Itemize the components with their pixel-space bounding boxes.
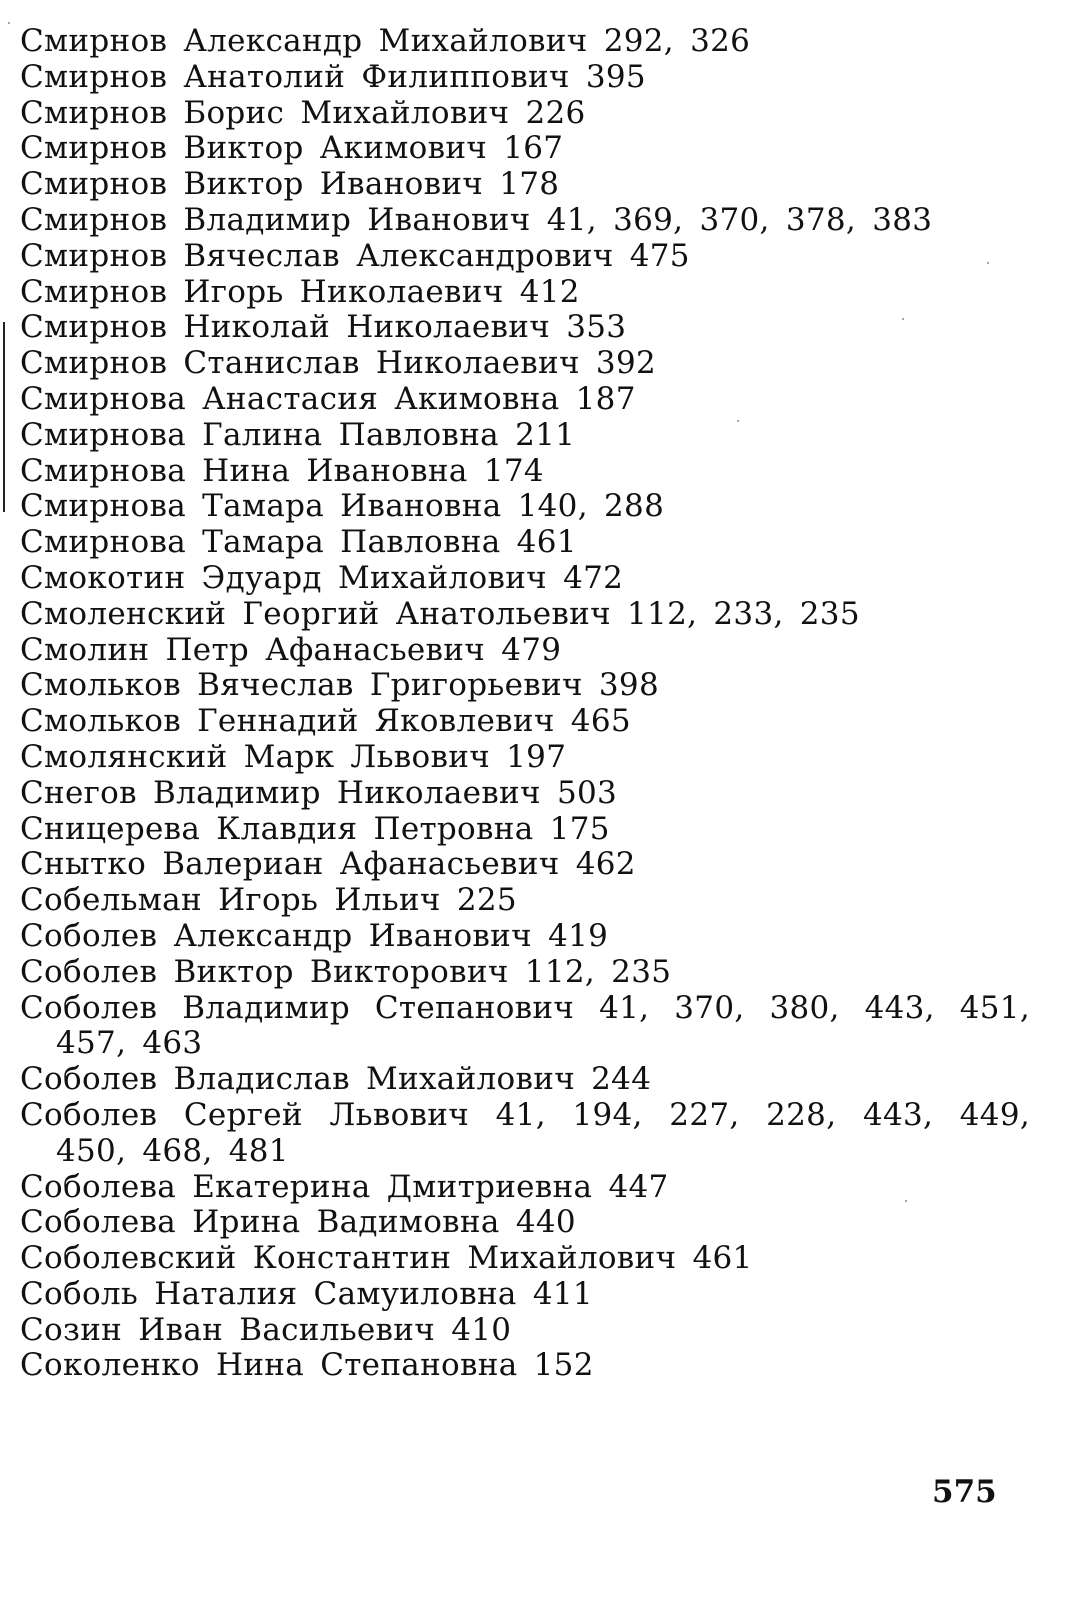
index-entry — [20, 167, 1030, 203]
entry-page-refs: 187 — [575, 380, 636, 417]
entry-name: Соболева Ирина Вадимовна — [20, 1204, 500, 1241]
entry-page-refs: 462 — [575, 846, 636, 883]
margin-scan-line — [3, 322, 5, 512]
entry-name: Смолин Петр Афанасьевич — [20, 631, 486, 668]
index-entry — [20, 812, 1030, 848]
entry-name: Собельман Игорь Ильич — [20, 882, 441, 919]
index-entry — [20, 525, 1030, 561]
entry-name: Соболев Александр Иванович — [20, 917, 532, 954]
entry-name: Смирнова Тамара Ивановна — [20, 488, 502, 525]
entry-page-refs: 503 — [556, 774, 618, 811]
index-entry — [20, 633, 1030, 669]
index-entry — [20, 454, 1030, 490]
scan-speck — [905, 1200, 907, 1202]
index-entry — [20, 1205, 1030, 1241]
index-entry — [20, 489, 1030, 525]
entry-page-refs: 225 — [456, 882, 517, 919]
index-entry — [20, 60, 1030, 96]
entry-page-refs: 174 — [483, 452, 544, 489]
scan-speck — [902, 318, 904, 320]
entry-page-refs: 244 — [591, 1061, 652, 1098]
page-number: 575 — [932, 1474, 997, 1510]
entry-page-refs: 412 — [519, 273, 580, 310]
entry-page-refs: 167 — [503, 130, 564, 167]
entry-page-refs: 447 — [608, 1168, 669, 1205]
entry-page-refs: 419 — [548, 917, 609, 954]
entry-name: Смирнов Виктор Иванович — [20, 166, 484, 203]
entry-name: Соболевский Константин Михайлович — [20, 1240, 677, 1277]
entry-name: Смирнов Анатолий Филиппович — [20, 58, 570, 95]
index-entry — [20, 1348, 1030, 1384]
entry-page-refs: 41, 194, 227, 228, 443, 449, 450, 468, 481 — [56, 1096, 1030, 1169]
entry-name: Смольков Вячеслав Григорьевич — [20, 667, 583, 704]
index-entry — [20, 704, 1030, 740]
entry-page-refs: 140, 288 — [517, 488, 665, 525]
entry-name: Смирнова Нина Ивановна — [20, 452, 468, 489]
entry-page-refs: 440 — [515, 1204, 576, 1241]
entry-name: Соболь Наталия Самуиловна — [20, 1275, 517, 1312]
index-entry — [20, 1277, 1030, 1313]
index-entry — [20, 346, 1030, 382]
entry-name: Соболев Владислав Михайлович — [20, 1061, 575, 1098]
entry-page-refs: 41, 370, 380, 443, 451, 457, 463 — [56, 989, 1030, 1062]
entry-name: Смирнов Александр Михайлович — [20, 23, 588, 59]
entry-page-refs: 112, 235 — [524, 953, 672, 990]
index-entry — [20, 131, 1030, 167]
entry-name: Смирнов Виктор Акимович — [20, 130, 488, 167]
entry-page-refs: 353 — [566, 309, 627, 346]
entry-name: Смолянский Марк Львович — [20, 738, 490, 775]
scan-speck — [987, 262, 989, 264]
index-entry — [20, 561, 1030, 597]
entry-name: Созин Иван Васильевич — [20, 1311, 436, 1348]
entry-page-refs: 461 — [692, 1240, 753, 1277]
entry-name: Соболев Владимир Степанович — [20, 989, 575, 1026]
index-entry — [20, 597, 1030, 633]
entry-page-refs: 197 — [506, 738, 567, 775]
entry-name: Снегов Владимир Николаевич — [20, 774, 541, 811]
entry-page-refs: 395 — [585, 58, 646, 95]
entry-page-refs: 461 — [516, 524, 577, 561]
entry-name: Снытко Валериан Афанасьевич — [20, 846, 560, 883]
entry-page-refs: 475 — [629, 237, 690, 274]
entry-page-refs: 410 — [451, 1311, 512, 1348]
entry-name: Смирнов Станислав Николаевич — [20, 345, 580, 382]
entry-page-refs: 411 — [532, 1275, 593, 1312]
index-entry — [20, 919, 1030, 955]
entry-page-refs: 152 — [533, 1347, 594, 1384]
index-entry — [20, 310, 1030, 346]
name-index-list — [20, 24, 1030, 1384]
entry-page-refs: 392 — [595, 345, 656, 382]
index-entry — [20, 883, 1030, 919]
entry-page-refs: 465 — [570, 703, 631, 740]
index-entry — [20, 96, 1030, 132]
index-entry — [20, 776, 1030, 812]
entry-page-refs: 398 — [598, 667, 659, 704]
index-entry — [20, 1170, 1030, 1206]
entry-page-refs: 226 — [525, 94, 586, 131]
entry-name: Смирнов Николай Николаевич — [20, 309, 551, 346]
index-entry — [20, 991, 1030, 1063]
scan-speck — [8, 22, 10, 24]
index-entry — [20, 847, 1030, 883]
index-entry — [20, 1098, 1030, 1170]
index-entry — [20, 203, 1030, 239]
entry-page-refs: 292, 326 — [603, 23, 751, 59]
entry-name: Смирнова Тамара Павловна — [20, 524, 501, 561]
entry-page-refs: 178 — [499, 166, 560, 203]
entry-name: Соболев Сергей Львович — [20, 1096, 470, 1133]
entry-name: Смирнов Борис Михайлович — [20, 94, 510, 131]
index-entry — [20, 955, 1030, 991]
index-entry — [20, 239, 1030, 275]
index-entry — [20, 1062, 1030, 1098]
entry-name: Смирнов Вячеслав Александрович — [20, 237, 614, 274]
entry-name: Смирнов Игорь Николаевич — [20, 273, 504, 310]
index-entry — [20, 275, 1030, 311]
entry-name: Соколенко Нина Степановна — [20, 1347, 518, 1384]
entry-page-refs: 211 — [515, 416, 576, 453]
entry-name: Смирнова Галина Павловна — [20, 416, 499, 453]
entry-page-refs: 472 — [563, 559, 624, 596]
entry-name: Смокотин Эдуард Михайлович — [20, 559, 547, 596]
index-entry — [20, 740, 1030, 776]
entry-page-refs: 112, 233, 235 — [627, 595, 860, 632]
index-entry — [20, 418, 1030, 454]
entry-name: Смирнова Анастасия Акимовна — [20, 380, 560, 417]
entry-page-refs: 479 — [501, 631, 562, 668]
entry-name: Соболев Виктор Викторович — [20, 953, 509, 990]
entry-name: Смольков Геннадий Яковлевич — [20, 703, 555, 740]
entry-name: Сницерева Клавдия Петровна — [20, 810, 534, 847]
scan-speck — [737, 420, 739, 422]
entry-name: Смоленский Георгий Анатольевич — [20, 595, 611, 632]
index-entry — [20, 1313, 1030, 1349]
entry-name: Соболева Екатерина Дмитриевна — [20, 1168, 593, 1205]
entry-name: Смирнов Владимир Иванович — [20, 201, 531, 238]
index-entry — [20, 382, 1030, 418]
index-entry — [20, 1241, 1030, 1277]
index-entry — [20, 668, 1030, 704]
entry-page-refs: 41, 369, 370, 378, 383 — [546, 201, 933, 238]
index-entry — [20, 24, 1030, 60]
entry-page-refs: 175 — [549, 810, 610, 847]
